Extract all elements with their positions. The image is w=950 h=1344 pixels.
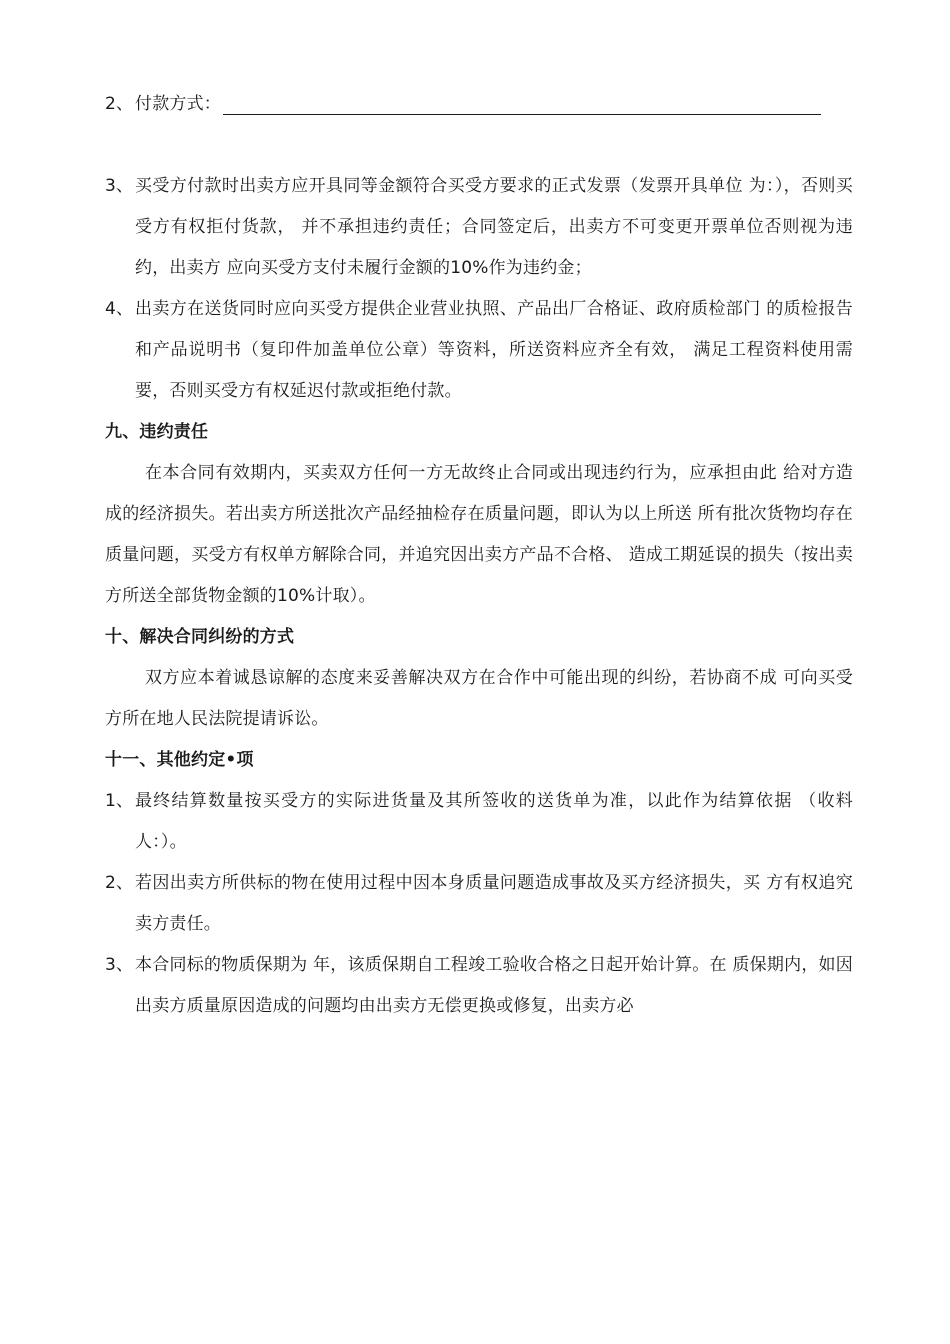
item-text: 若因出卖方所供标的物在使用过程中因本身质量问题造成事故及买方经济损失，买 方有权追究卖方责任。 bbox=[135, 873, 853, 934]
item-number: 3、 bbox=[105, 176, 134, 196]
list-item bbox=[105, 166, 853, 289]
item-text: 出卖方在送货同时应向买受方提供企业营业执照、产品出厂合格证、政府质检部门 的质检报告和产品说明书（复印件加盖单位公章）等资料，所送资料应齐全有效， 满足工程资料使用需要，否则买受方有权延迟付款或拒绝付款。 bbox=[135, 299, 853, 401]
item-number: 2、 bbox=[105, 873, 134, 893]
item-number: 1、 bbox=[105, 791, 134, 811]
section-body-dispute: 双方应本着诚恳谅解的态度来妥善解决双方在合作中可能出现的纠纷，若协商不成 可向买受方所在地人民法院提请诉讼。 bbox=[105, 668, 853, 729]
item-number: 4、 bbox=[105, 299, 134, 319]
list-item bbox=[105, 84, 853, 125]
payment-method-blank bbox=[223, 90, 821, 115]
item-text: 本合同标的物质保期为 年，该质保期自工程竣工验收合格之日起开始计算。在 质保期内，如因出卖方质量原因造成的问题均由出卖方无偿更换或修复，出卖方必 bbox=[135, 955, 853, 1016]
list-item bbox=[105, 781, 853, 863]
list-item bbox=[105, 863, 853, 945]
section-body-breach: 在本合同有效期内，买卖双方任何一方无故终止合同或出现违约行为，应承担由此 给对方造成的经济损失。若出卖方所送批次产品经抽检存在质量问题，即认为以上所送 所有批次货物均存在质量问题，买受方有权单方解除合同，并追究因出卖方产品不合格、 造成工期延误的损失（按出卖方所送全部货物金额的10%计取）。 bbox=[105, 463, 853, 606]
item-text: 最终结算数量按买受方的实际进货量及其所签收的送货单为准，以此作为结算依据 （收料人：）。 bbox=[135, 791, 853, 852]
clause-items-top bbox=[105, 166, 853, 1027]
item-number: 2、 bbox=[105, 94, 134, 114]
section-heading-other: 十一、其他约定•项 bbox=[105, 750, 254, 770]
list-item bbox=[105, 289, 853, 412]
payment-method-line bbox=[105, 84, 853, 125]
item-number: 3、 bbox=[105, 955, 134, 975]
section-heading-dispute: 十、解决合同纠纷的方式 bbox=[105, 627, 295, 647]
section-heading-breach: 九、违约责任 bbox=[105, 422, 209, 442]
list-item bbox=[105, 945, 853, 1027]
item-text: 买受方付款时出卖方应开具同等金额符合买受方要求的正式发票（发票开具单位 为：），否则买受方有权拒付货款， 并不承担违约责任；合同签定后，出卖方不可变更开票单位否则视为违约，出卖方 应向买受方支付未履行金额的10%作为违约金； bbox=[135, 176, 853, 278]
payment-method-label: 付款方式： bbox=[135, 94, 221, 114]
